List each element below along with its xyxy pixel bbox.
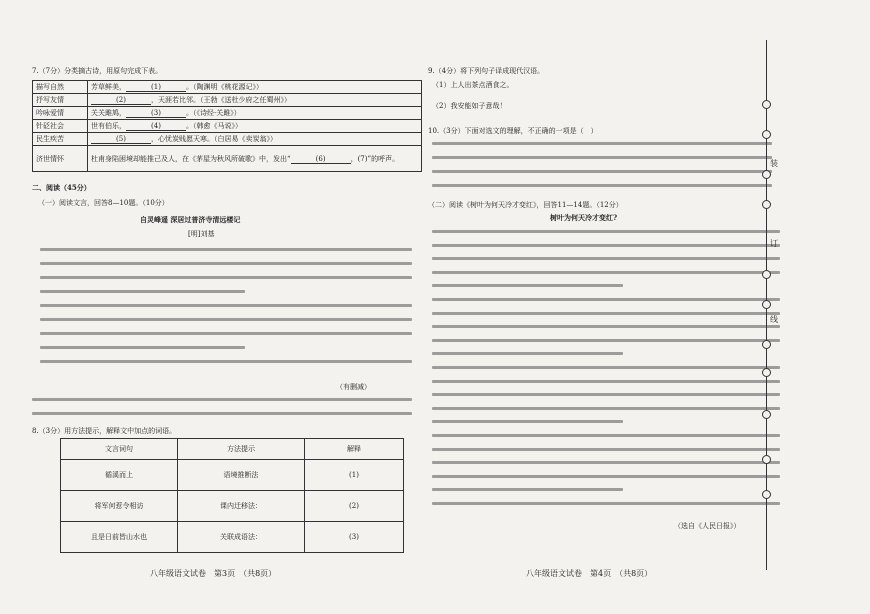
text-line	[32, 398, 412, 401]
q7-category: 描写自然	[33, 81, 88, 94]
q10-title: 10.（3分）下面对选文的理解，不正确的一项是（ ）	[428, 127, 598, 135]
text-line	[432, 156, 772, 159]
q7-category: 抒写友情	[33, 94, 88, 107]
left-page-footer: 八年级语文试卷 第3页 （共8页）	[150, 569, 277, 578]
text-line	[432, 380, 780, 383]
q7-content	[88, 81, 422, 94]
binding-hole-icon	[762, 300, 771, 309]
text-line	[432, 366, 780, 369]
text-line	[40, 262, 412, 265]
text-line	[40, 360, 412, 363]
q7-blank: (5)	[91, 135, 151, 144]
text-line	[40, 332, 412, 335]
q7-content	[88, 107, 422, 120]
poem-title: 自灵峰遥 深居过普济寺清远楼记	[140, 215, 241, 224]
q9-title: 9.（4分）将下列句子译成现代汉语。	[428, 67, 545, 75]
text-line	[40, 248, 412, 251]
q7-row	[33, 146, 422, 172]
text-line	[40, 276, 412, 279]
q7-title: 7.（7分）分类摘古诗，用原句完成下表。	[32, 67, 163, 75]
text-line	[432, 502, 780, 505]
q8-answer: (3)	[305, 522, 404, 553]
binding-hole-icon	[762, 200, 771, 209]
text-line	[432, 352, 623, 355]
q7-tail: ，心忧炭贱愿天寒。（白居易《卖炭翁》）	[151, 135, 277, 143]
text-line	[432, 257, 780, 260]
section-2-title: 二、阅读（45分）	[32, 183, 91, 192]
q7-blank: (6)	[291, 155, 351, 164]
q7-text: 杜甫身陷困境却能推己及人，在《茅屋为秋风所破歌》中，发出“	[91, 154, 291, 163]
binding-mark-2: 订	[770, 239, 778, 248]
text-line	[432, 298, 780, 301]
q7-category: 济世情怀	[33, 146, 88, 172]
q7-row	[33, 120, 422, 133]
text-line	[432, 407, 780, 410]
right-page	[420, 0, 870, 614]
q7-category: 针砭社会	[33, 120, 88, 133]
q8-row	[61, 522, 404, 553]
q7-content	[88, 133, 422, 146]
q7-blank: (1)	[126, 83, 186, 92]
q8-answer: (2)	[305, 491, 404, 522]
q8-row	[61, 491, 404, 522]
text-line	[432, 142, 772, 145]
text-line	[432, 461, 780, 464]
left-page	[0, 0, 420, 614]
text-line	[432, 325, 780, 328]
q7-row	[33, 107, 422, 120]
q7-category: 民生疾苦	[33, 133, 88, 146]
q7-table	[32, 80, 422, 172]
q8-header-explain: 解释	[305, 439, 404, 460]
text-line	[432, 420, 623, 423]
sub-section-2-title: （二）阅读《树叶为何天冷才变红》，回答11—14题。（12分）	[428, 201, 623, 209]
q7-content	[88, 94, 422, 107]
q7-row	[33, 81, 422, 94]
binding-hole-icon	[762, 130, 771, 139]
text-line	[432, 339, 780, 342]
right-page-footer: 八年级语文试卷 第4页 （共8页）	[526, 569, 653, 578]
binding-hole-icon	[762, 340, 771, 349]
text-line	[432, 230, 780, 233]
text-line	[432, 475, 780, 478]
text-line	[432, 488, 623, 491]
classical-source: （有删减）	[336, 383, 371, 391]
poem-author: [明]刘基	[188, 230, 215, 238]
text-line	[432, 393, 780, 396]
q7-category: 吟咏爱情	[33, 107, 88, 120]
q8-method: 关联成语法：	[178, 522, 305, 553]
q7-tail: ，(7)”的呼声。	[350, 154, 400, 163]
text-line	[432, 434, 780, 437]
q7-text: 世有伯乐，	[91, 122, 126, 130]
binding-hole-icon	[762, 100, 771, 109]
binding-hole-icon	[762, 368, 771, 377]
q7-row	[33, 94, 422, 107]
text-line	[40, 290, 245, 293]
q7-tail: 。（陶渊明《桃花源记》）	[186, 83, 263, 91]
q7-blank: (3)	[126, 109, 186, 118]
text-line	[432, 284, 623, 287]
q9-sentence-2: （2）我安能如子意哉！	[432, 102, 507, 110]
sub-section-1-title: （一）阅读文言，回答8—10题。（10分）	[38, 199, 169, 207]
q8-word: 循溪而上	[61, 460, 178, 491]
text-line	[432, 448, 780, 451]
binding-mark-1: 装	[770, 159, 778, 168]
q8-header-word: 文言词句	[61, 439, 178, 460]
q7-blank: (2)	[91, 96, 151, 105]
text-line	[432, 244, 780, 247]
binding-hole-icon	[762, 270, 771, 279]
q7-blank: (4)	[126, 122, 186, 131]
binding-mark-3: 线	[770, 315, 778, 324]
text-line	[40, 346, 245, 349]
binding-hole-icon	[762, 170, 771, 179]
q7-row	[33, 133, 422, 146]
text-line	[432, 184, 772, 187]
binding-hole-icon	[762, 410, 771, 419]
q7-tail: ，天涯若比邻。（王勃《送杜少府之任蜀州》）	[151, 96, 291, 104]
q8-method: 课内迁移法：	[178, 491, 305, 522]
q8-table	[60, 438, 404, 553]
text-line	[432, 312, 780, 315]
q7-tail: 。（《诗经·关雎》）	[186, 109, 241, 117]
binding-hole-icon	[762, 455, 771, 464]
text-line	[40, 304, 412, 307]
q7-tail: 。（韩愈《马说》）	[186, 122, 242, 130]
q8-answer: (1)	[305, 460, 404, 491]
text-line	[32, 412, 412, 415]
q8-header-method: 方法提示	[178, 439, 305, 460]
article-title: 树叶为何天冷才变红?	[550, 213, 618, 222]
q8-word: 将军何惹令相访	[61, 491, 178, 522]
q9-sentence-1: （1）上人出茶点酒食之。	[432, 81, 514, 89]
text-line	[432, 170, 772, 173]
q7-content	[88, 120, 422, 133]
q7-text: 芳草鲜美，	[91, 83, 126, 91]
q8-row	[61, 460, 404, 491]
q7-content	[88, 146, 422, 172]
q8-title: 8.（3分）用方法提示，解释文中加点的词语。	[32, 427, 177, 435]
article-source: （选自《人民日报》）	[674, 522, 741, 530]
text-line	[40, 318, 412, 321]
q8-word: 且是日前皆山水也	[61, 522, 178, 553]
q7-text: 关关雎鸠，	[91, 109, 126, 117]
q8-method: 语境推断法	[178, 460, 305, 491]
binding-hole-icon	[762, 490, 771, 499]
text-line	[432, 271, 780, 274]
